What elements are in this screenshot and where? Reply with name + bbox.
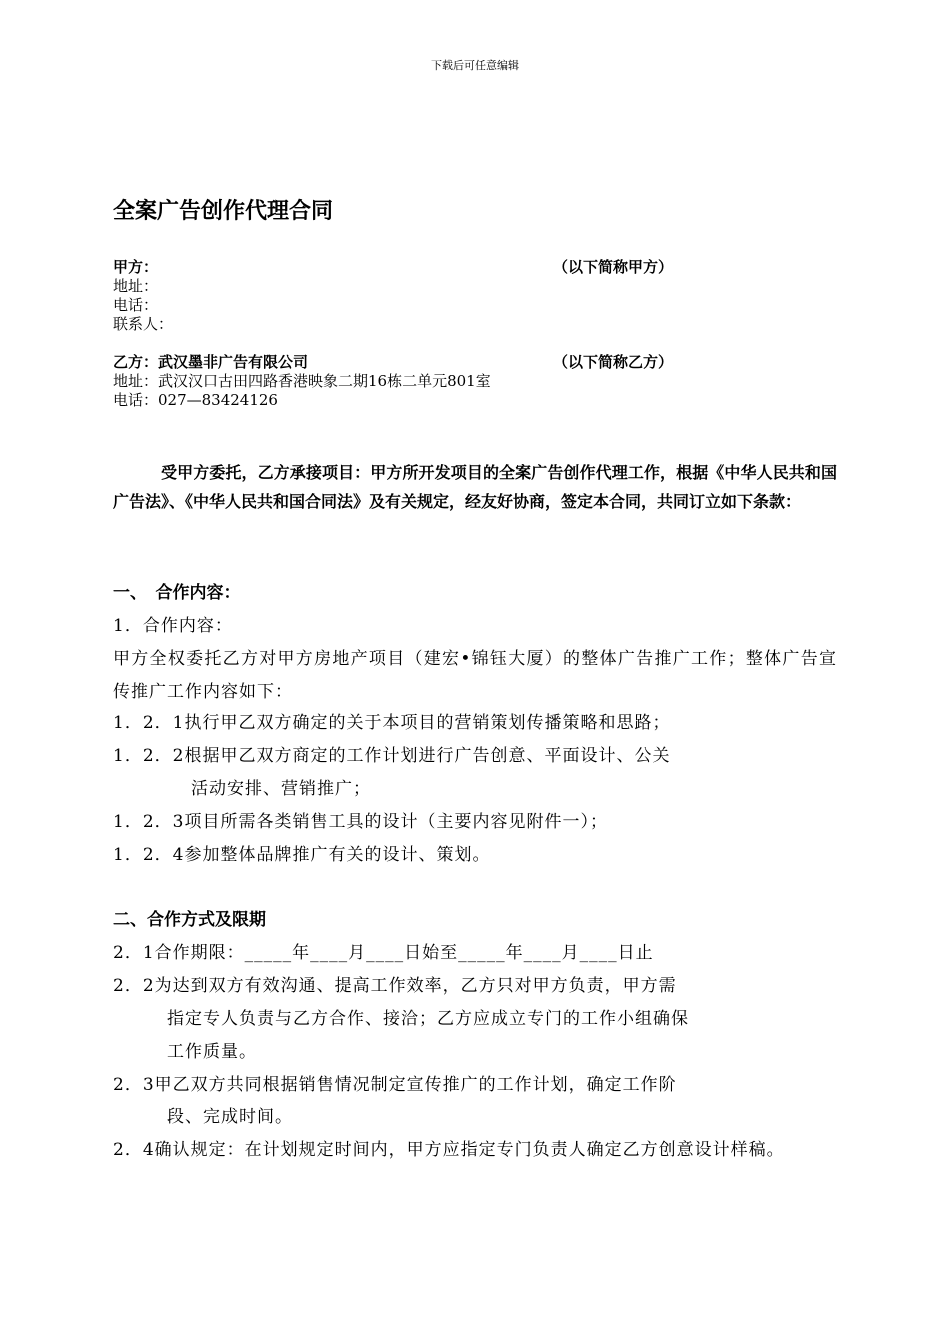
section1-item-1-2-3: 1．2．3项目所需各类销售工具的设计（主要内容见附件一）；: [113, 812, 608, 832]
section2-item-2-2-cont2: 工作质量。: [167, 1042, 257, 1062]
party-a-address: 地址：: [113, 277, 159, 295]
party-b-label: 乙方：武汉墨非广告有限公司: [113, 353, 309, 371]
section2-heading: 二、合作方式及限期: [113, 910, 266, 930]
party-b-phone: 电话：027—83424126: [113, 391, 278, 409]
section2-item-2-4: 2．4确认规定：在计划规定时间内，甲方应指定专门负责人确定乙方创意设计样稿。: [113, 1140, 785, 1160]
party-a-note: （以下简称甲方）: [553, 258, 674, 276]
section2-item-2-3: 2．3甲乙双方共同根据销售情况制定宣传推广的工作计划，确定工作阶: [113, 1075, 677, 1095]
party-a-phone: 电话：: [113, 296, 159, 314]
document-title: 全案广告创作代理合同: [113, 199, 334, 224]
section1-item1: 1．合作内容：: [113, 616, 233, 636]
party-b-note: （以下简称乙方）: [553, 353, 674, 371]
party-b-address: 地址：武汉汉口古田四路香港映象二期16栋二单元801室: [113, 372, 491, 390]
party-a-contact: 联系人：: [113, 315, 174, 333]
page-header: 下载后可任意编辑: [431, 59, 519, 72]
section2-item-2-3-cont: 段、完成时间。: [167, 1107, 293, 1127]
section2-item-2-2: 2．2为达到双方有效沟通、提高工作效率，乙方只对甲方负责，甲方需: [113, 976, 677, 996]
section1-item-1-2-4: 1．2．4参加整体品牌推广有关的设计、策划。: [113, 845, 491, 865]
section1-paragraph: 甲方全权委托乙方对甲方房地产项目（建宏•锦钰大厦）的整体广告推广工作；整体广告宣传推广工作内容如下：: [113, 649, 837, 702]
section2-item-2-1: 2．1合作期限：_____年____月____日始至_____年____月____日止: [113, 943, 654, 963]
section1-item-1-2-2-cont: 活动安排、营销推广；: [191, 779, 371, 799]
intro-paragraph: 受甲方委托，乙方承接项目：甲方所开发项目的全案广告创作代理工作，根据《中华人民共和国广告法》、《中华人民共和国合同法》及有关规定，经友好协商，签定本合同，共同订立如下条款：: [113, 463, 837, 511]
section1-item-1-2-1: 1．2．1执行甲乙双方确定的关于本项目的营销策划传播策略和思路；: [113, 713, 671, 733]
section1-item-1-2-2: 1．2．2根据甲乙双方商定的工作计划进行广告创意、平面设计、公关: [113, 746, 671, 766]
party-a-label: 甲方：: [113, 258, 159, 276]
section2-item-2-2-cont1: 指定专人负责与乙方合作、接洽；乙方应成立专门的工作小组确保: [167, 1009, 689, 1029]
section1-heading: 一、 合作内容：: [113, 583, 241, 603]
